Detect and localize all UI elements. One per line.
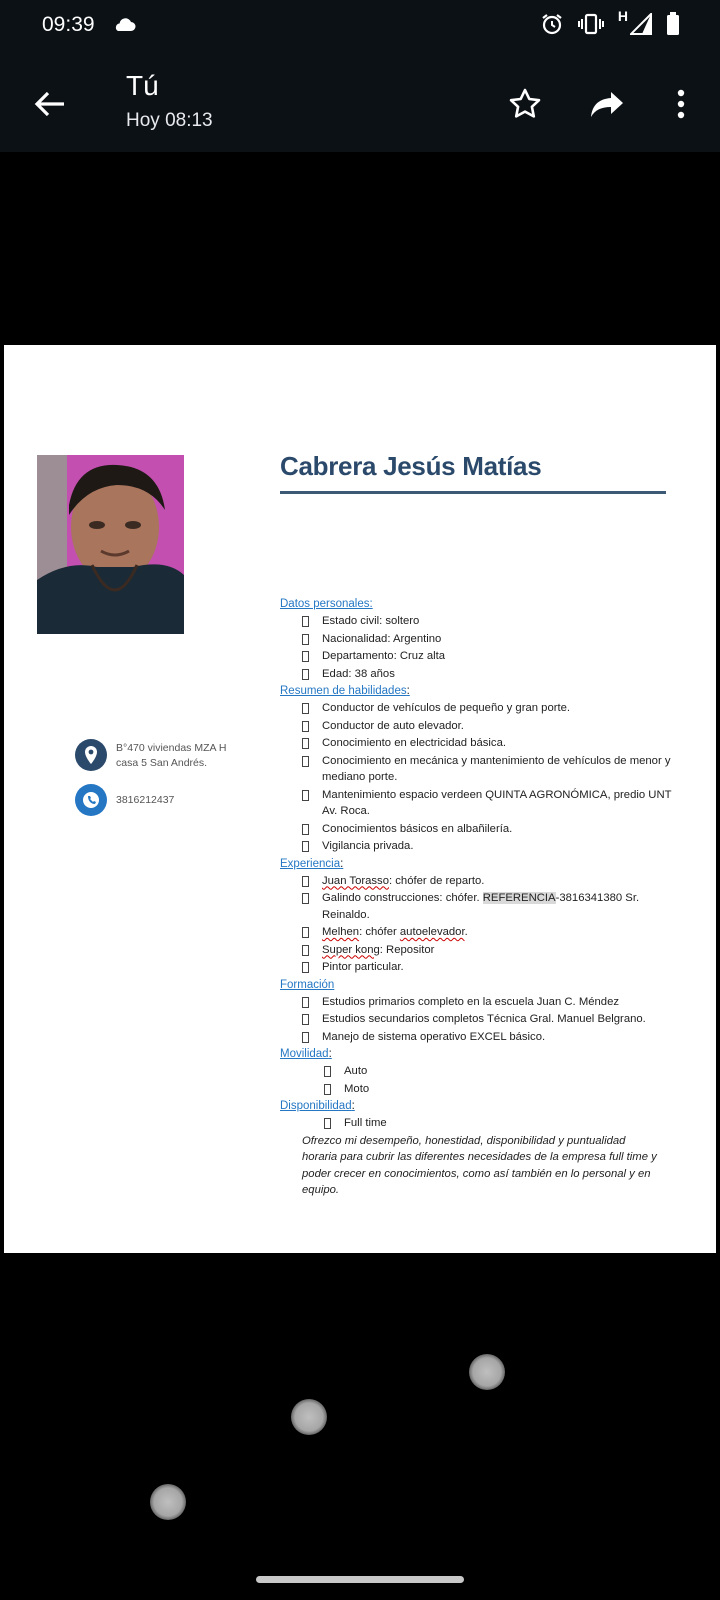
star-button[interactable] [505, 84, 545, 124]
list-item: Estado civil: soltero [280, 613, 680, 630]
list-item: Estudios secundarios completos Técnica Gral. Manuel Belgrano. [280, 1011, 680, 1028]
back-button[interactable] [30, 84, 70, 124]
share-button[interactable] [585, 84, 629, 124]
list-item: Edad: 38 años [280, 666, 680, 683]
list-item: Conductor de vehículos de pequeño y gran porte. [280, 700, 680, 717]
cv-name: Cabrera Jesús Matías [280, 451, 542, 481]
cv-document [4, 345, 716, 1253]
contact-address: B°470 viviendas MZA H casa 5 San Andrés. [116, 742, 227, 769]
list-item: Conocimiento en electricidad básica. [280, 735, 680, 752]
list-item: Departamento: Cruz alta [280, 648, 680, 665]
network-type: H [617, 8, 628, 24]
list-item: Conocimiento en mecánica y mantenimiento de vehículos de menor y mediano porte. [280, 753, 680, 786]
status-time: 09:39 [42, 13, 95, 36]
alarm-icon [540, 12, 564, 36]
star-icon [505, 84, 545, 124]
more-options-button[interactable] [664, 84, 698, 124]
list-item: Full time [280, 1115, 680, 1132]
status-icons [540, 8, 680, 36]
list-item: Super kong: Repositor [280, 942, 680, 959]
list-item: Juan Torasso: chófer de reparto. [280, 873, 680, 890]
list-item: Manejo de sistema operativo EXCEL básico. [280, 1029, 680, 1046]
signal-icon [630, 13, 652, 35]
section-datos-personales: Datos personales: [280, 598, 373, 610]
section-experiencia: Experiencia: [280, 857, 344, 870]
list-item: Conocimientos básicos en albañilería. [280, 821, 680, 838]
closing-statement: Ofrezco mi desempeño, honestidad, disponibilidad y puntualidad horaria para cubrir las diferentes necesidades de la empresa full time y poder crecer en conocimientos, como así también en lo personal y en equipo. [302, 1134, 657, 1196]
list-item: Melhen: chófer autoelevador. [280, 924, 680, 941]
list-item: Mantenimiento espacio verdeen QUINTA AGRONÓMICA, predio UNT Av. Roca. [280, 787, 680, 820]
message-time: Hoy 08:13 [126, 110, 213, 131]
status-bar [0, 0, 720, 52]
sender-title: Tú [126, 70, 159, 101]
section-movilidad: Movilidad: [280, 1048, 332, 1060]
more-vert-icon [664, 84, 698, 124]
cv-content [280, 596, 680, 1199]
phone-icon [75, 784, 107, 816]
list-item: Conductor de auto elevador. [280, 718, 680, 735]
location-pin-icon [75, 739, 107, 771]
gesture-nav-bar[interactable] [256, 1576, 464, 1583]
back-arrow-icon [30, 84, 70, 124]
list-item: Estudios primarios completo en la escuela Juan C. Méndez [280, 994, 680, 1011]
battery-icon [666, 12, 680, 36]
touch-indicator [291, 1399, 327, 1435]
list-item: Moto [280, 1081, 680, 1098]
cloud-icon [112, 16, 136, 37]
profile-photo [37, 455, 184, 634]
name-divider [280, 491, 666, 494]
contact-phone: 3816212437 [116, 794, 175, 806]
list-item: Auto [280, 1063, 680, 1080]
touch-indicator [469, 1354, 505, 1390]
list-item: Galindo construcciones: chófer. REFERENCIA-3816341380 Sr. Reinaldo. [280, 890, 680, 923]
share-icon [585, 84, 629, 124]
list-item: Vigilancia privada. [280, 838, 680, 855]
section-habilidades: Resumen de habilidades: [280, 685, 410, 697]
app-bar [0, 52, 720, 152]
section-formacion: Formación [280, 978, 335, 991]
vibrate-icon [578, 13, 604, 35]
section-disponibilidad: Disponibilidad: [280, 1100, 355, 1112]
list-item: Nacionalidad: Argentino [280, 631, 680, 648]
list-item: Pintor particular. [280, 959, 680, 976]
touch-indicator [150, 1484, 186, 1520]
